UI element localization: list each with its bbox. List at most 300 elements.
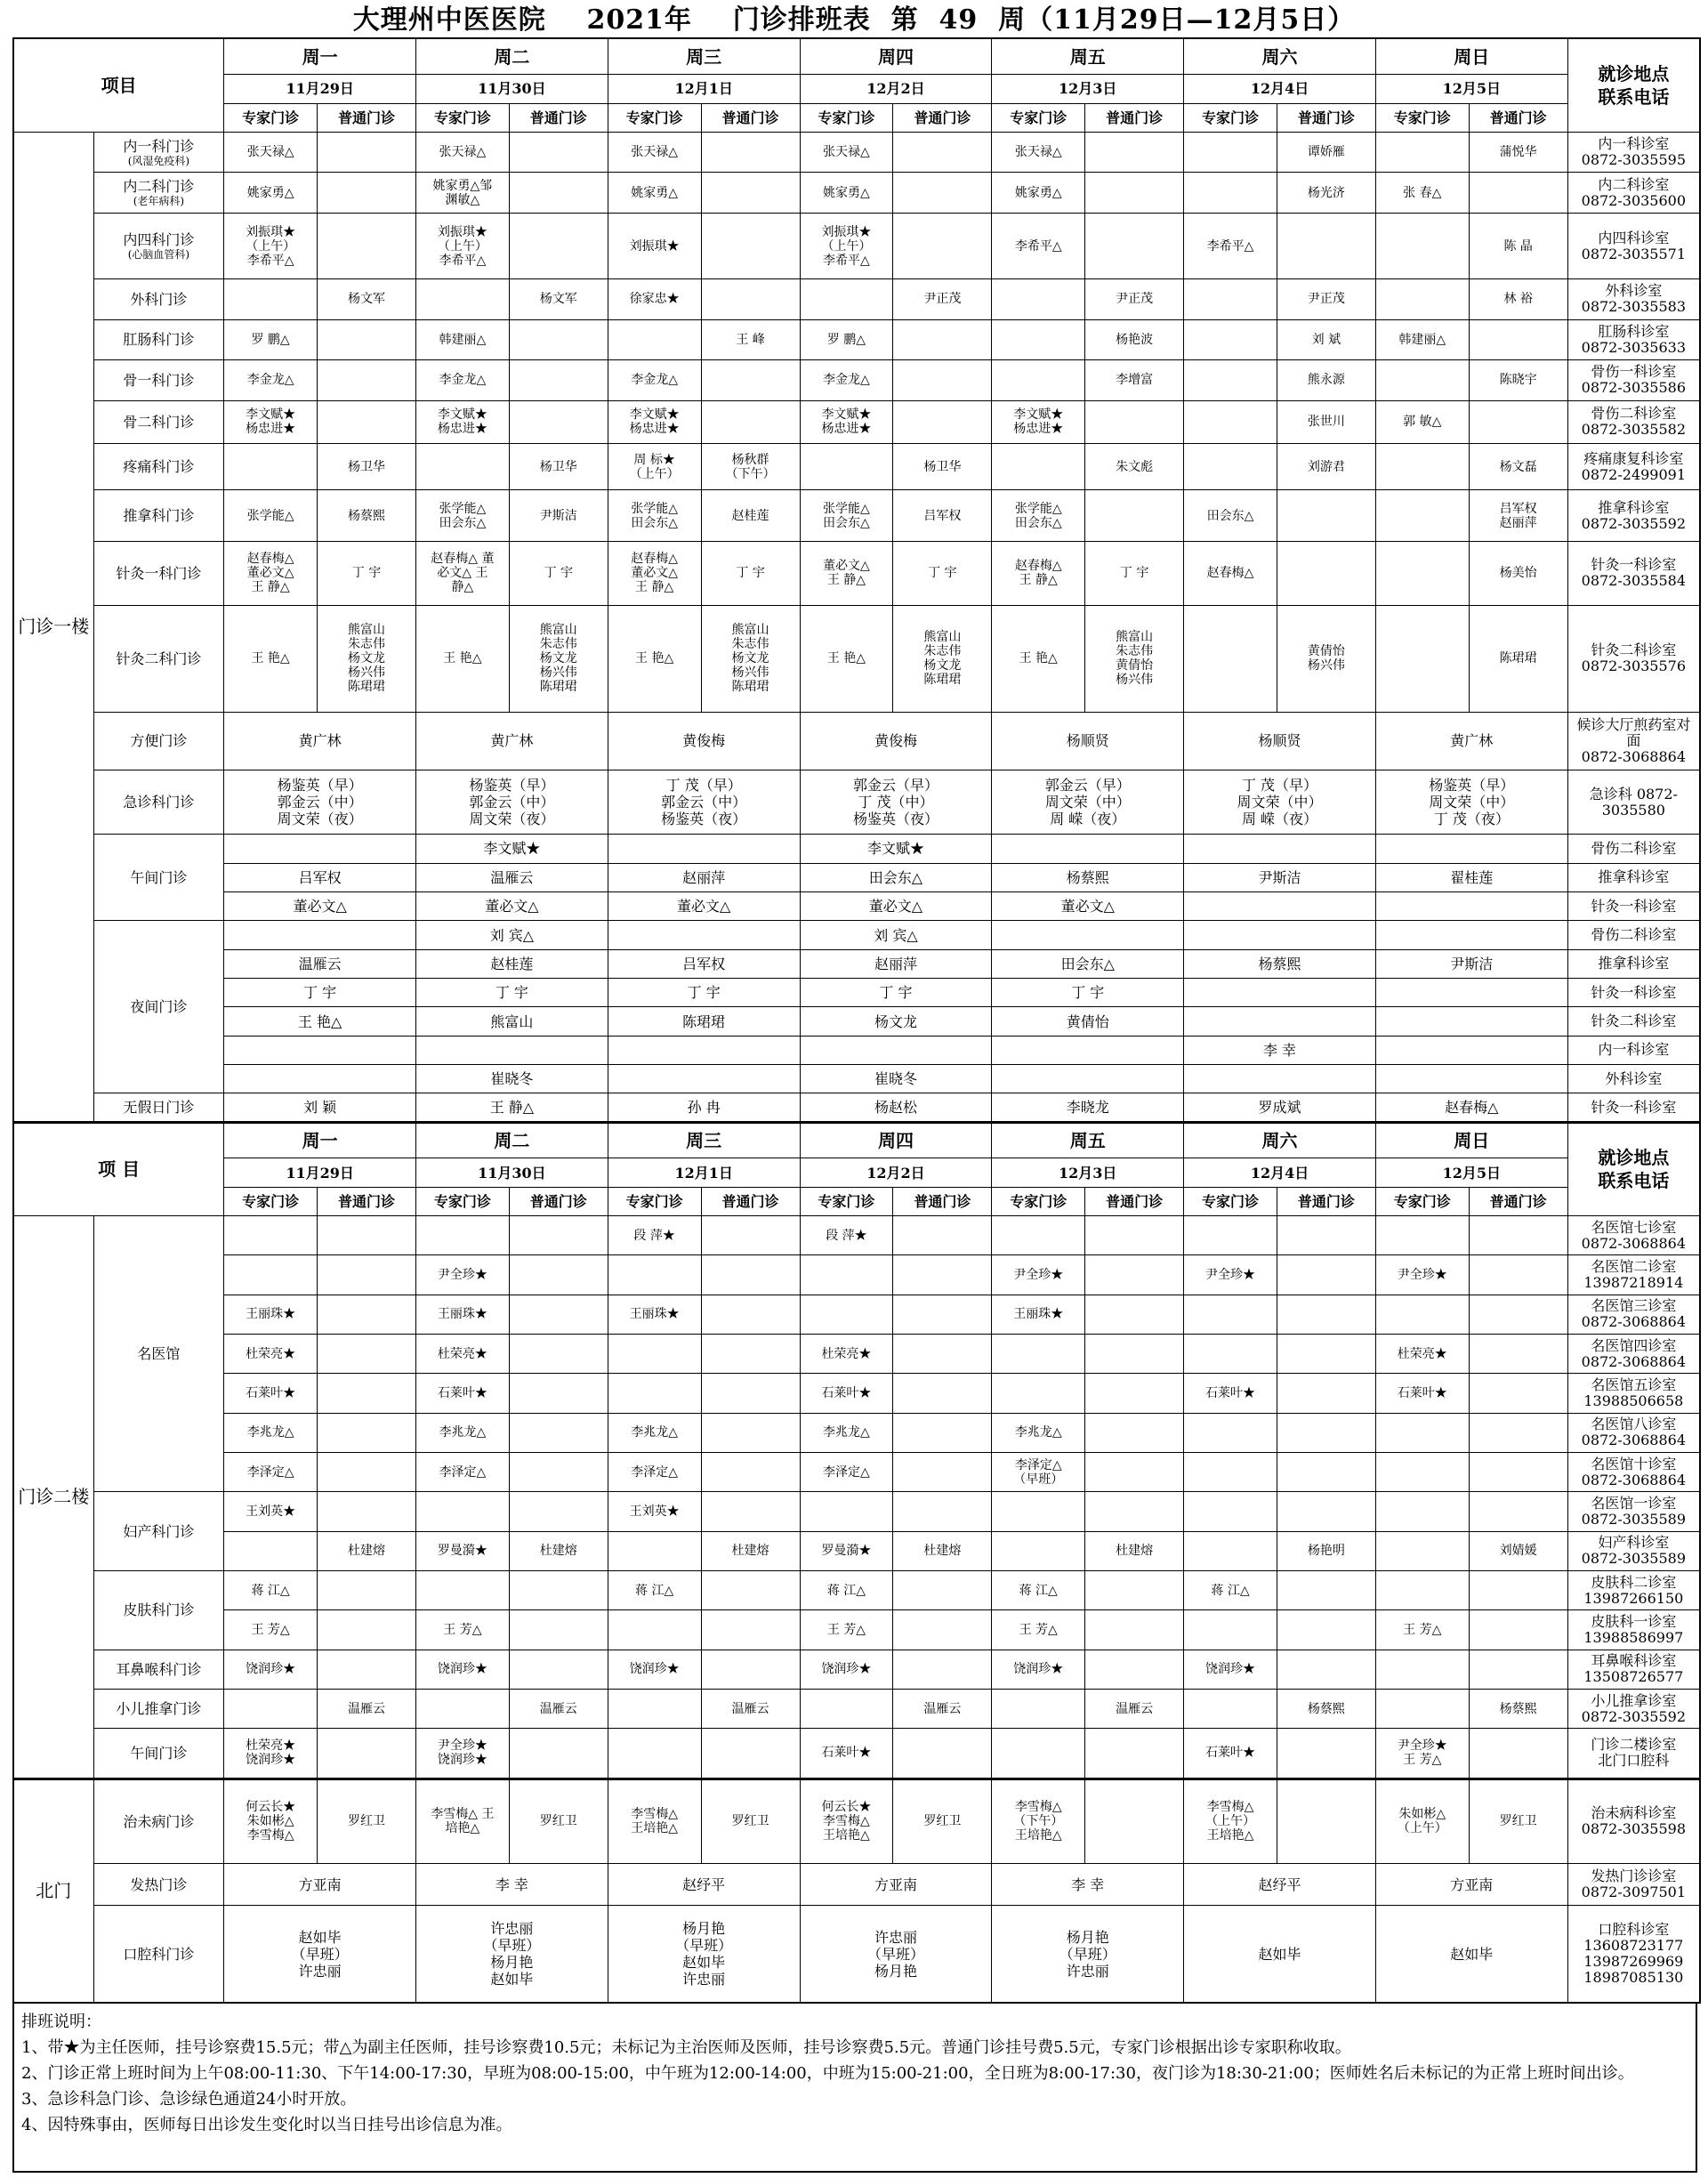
- general-clinic-cell: [893, 1374, 992, 1413]
- general-clinic-cell: [509, 173, 608, 214]
- expert-clinic-cell: 饶润珍★: [608, 1650, 701, 1689]
- general-clinic-cell: 熊富山 朱志伟 杨文龙 杨兴伟 陈珺珺: [701, 605, 800, 712]
- location-cell: 内四科诊室 0872-3035571: [1567, 213, 1700, 278]
- table-row: [13, 1255, 1700, 1295]
- general-clinic-cell: [1085, 173, 1184, 214]
- general-header: 普通门诊: [893, 1187, 992, 1215]
- table-row: [13, 1374, 1700, 1413]
- general-clinic-cell: [893, 1570, 992, 1609]
- general-clinic-cell: [1277, 1413, 1375, 1452]
- general-clinic-cell: [1469, 400, 1567, 443]
- department-label: [93, 1779, 224, 1864]
- expert-clinic-cell: [1184, 132, 1277, 173]
- general-clinic-cell: 陈晓宇: [1469, 360, 1567, 401]
- general-clinic-cell: [317, 213, 415, 278]
- expert-clinic-cell: 何云长★ 朱如彬△ 李雪梅△: [224, 1779, 318, 1864]
- expert-clinic-cell: 张 春△: [1375, 173, 1469, 214]
- expert-clinic-cell: [992, 1531, 1085, 1570]
- department-name: 疼痛科门诊: [123, 458, 195, 475]
- expert-clinic-cell: [224, 1255, 318, 1295]
- general-clinic-cell: 熊富山 朱志伟 黄倩怡 杨兴伟: [1085, 605, 1184, 712]
- location-cell: 内一科诊室 0872-3035595: [1567, 132, 1700, 173]
- item-header: 项 目: [13, 1122, 224, 1215]
- general-clinic-cell: [1469, 1492, 1567, 1531]
- general-clinic-cell: 谭娇雁: [1277, 132, 1375, 173]
- general-clinic-cell: [1085, 1492, 1184, 1531]
- expert-clinic-cell: 尹全珍★: [1375, 1255, 1469, 1295]
- expert-clinic-cell: [992, 1729, 1085, 1779]
- day-cell: 王 静△: [416, 1093, 608, 1122]
- department-label: [93, 1906, 224, 2003]
- general-clinic-cell: [701, 1729, 800, 1779]
- location-cell: 皮肤科一诊室 13988586997: [1567, 1610, 1700, 1650]
- location-cell: 名医馆一诊室 0872-3035589: [1567, 1492, 1700, 1531]
- expert-clinic-cell: [1375, 1216, 1469, 1255]
- expert-header: 专家门诊: [992, 103, 1085, 132]
- note-item-2: 2、门诊正常上班时间为上午08:00-11:30、下午14:00-17:30，早班为08:00-15:00，中午班为12:00-14:00，中班为15:00-21:00，全日班为8:00-17:30，夜门诊为18:30-21:00；医师姓名后未标记的为正常上班时间出诊。: [21, 2064, 1634, 2083]
- department-label: [93, 360, 224, 401]
- expert-header: 专家门诊: [608, 1187, 701, 1215]
- general-header: 普通门诊: [1085, 1187, 1184, 1215]
- location-cell: 皮肤科二诊室 13987266150: [1567, 1570, 1700, 1609]
- expert-clinic-cell: 李雪梅△ 王 培艳△: [416, 1779, 510, 1864]
- expert-clinic-cell: 朱如彬△ （上午）: [1375, 1779, 1469, 1864]
- department-name: 内四科门诊: [123, 231, 195, 249]
- expert-clinic-cell: [800, 1492, 893, 1531]
- general-clinic-cell: [509, 1374, 608, 1413]
- day-cell: [1184, 835, 1376, 863]
- day-cell: [992, 835, 1184, 863]
- expert-clinic-cell: 姚家勇△邹 渊敏△: [416, 173, 510, 214]
- day-cell: 丁 茂（早） 郭金云（中） 杨鉴英（夜）: [608, 770, 800, 835]
- day-cell: [1184, 1065, 1376, 1093]
- day-cell: 郭金云（早） 丁 茂（中） 杨鉴英（夜）: [800, 770, 992, 835]
- expert-clinic-cell: 蒋 江△: [1184, 1570, 1277, 1609]
- weekday-header: 周一: [224, 38, 416, 75]
- expert-clinic-cell: 王 芳△: [800, 1610, 893, 1650]
- general-clinic-cell: [1469, 1255, 1567, 1295]
- general-clinic-cell: 温雁云: [701, 1689, 800, 1728]
- department-name: 内二科门诊: [123, 178, 195, 196]
- expert-clinic-cell: [224, 443, 318, 490]
- day-cell: 郭金云（早） 周文荣（中） 周 嵘（夜）: [992, 770, 1184, 835]
- general-clinic-cell: 杜建熔: [893, 1531, 992, 1570]
- general-header: 普通门诊: [1085, 103, 1184, 132]
- general-header: 普通门诊: [1277, 1187, 1375, 1215]
- department-label: [93, 213, 224, 278]
- weekday-header: 周六: [1184, 1122, 1376, 1158]
- day-cell: [1184, 891, 1376, 920]
- general-header: 普通门诊: [1469, 1187, 1567, 1215]
- expert-clinic-cell: 王 艳△: [416, 605, 510, 712]
- day-cell: [1375, 979, 1567, 1007]
- expert-clinic-cell: 王丽珠★: [608, 1295, 701, 1334]
- general-clinic-cell: [893, 319, 992, 360]
- general-clinic-cell: 刘 斌: [1277, 319, 1375, 360]
- expert-clinic-cell: 王 艳△: [608, 605, 701, 712]
- expert-clinic-cell: 姚家勇△: [224, 173, 318, 214]
- day-cell: 翟桂莲: [1375, 863, 1567, 891]
- general-clinic-cell: 丁 宇: [701, 541, 800, 605]
- table-row: [13, 1570, 1700, 1609]
- day-cell: 杨顺贤: [1184, 712, 1376, 770]
- expert-clinic-cell: 刘振琪★ （上午） 李希平△: [800, 213, 893, 278]
- general-clinic-cell: [1277, 1729, 1375, 1779]
- department-name: 骨一科门诊: [123, 371, 195, 389]
- general-header: 普通门诊: [509, 1187, 608, 1215]
- general-clinic-cell: 杨卫华: [317, 443, 415, 490]
- general-clinic-cell: [1277, 213, 1375, 278]
- general-clinic-cell: [509, 1255, 608, 1295]
- department-subname: (老年病科): [133, 195, 185, 208]
- general-clinic-cell: [509, 1729, 608, 1779]
- expert-clinic-cell: 李金龙△: [800, 360, 893, 401]
- expert-clinic-cell: 刘振琪★ （上午） 李希平△: [224, 213, 318, 278]
- general-clinic-cell: 熊永源: [1277, 360, 1375, 401]
- table-row: [13, 1864, 1700, 1906]
- weekday-header: 周六: [1184, 38, 1376, 75]
- expert-clinic-cell: 王 芳△: [224, 1610, 318, 1650]
- expert-header: 专家门诊: [1375, 1187, 1469, 1215]
- date-header: 12月5日: [1375, 1158, 1567, 1187]
- general-clinic-cell: [701, 1453, 800, 1492]
- general-clinic-cell: [893, 132, 992, 173]
- note-item-4: 4、因特殊事由，医师每日出诊发生变化时以当日挂号出诊信息为准。: [21, 2116, 512, 2134]
- general-clinic-cell: [893, 173, 992, 214]
- expert-clinic-cell: 张学能△ 田会东△: [608, 490, 701, 542]
- expert-clinic-cell: 张学能△ 田会东△: [416, 490, 510, 542]
- department-label: [93, 541, 224, 605]
- day-cell: [608, 1065, 800, 1093]
- expert-clinic-cell: [1184, 360, 1277, 401]
- general-clinic-cell: [1277, 1335, 1375, 1374]
- general-clinic-cell: [1469, 1374, 1567, 1413]
- expert-clinic-cell: 李雪梅△ （下午） 王培艳△: [992, 1779, 1085, 1864]
- table-row: [13, 1779, 1700, 1864]
- expert-clinic-cell: 蒋 江△: [224, 1570, 318, 1609]
- date-header: 11月30日: [416, 1158, 608, 1187]
- expert-clinic-cell: [1375, 1650, 1469, 1689]
- expert-clinic-cell: 杜荣亮★: [224, 1335, 318, 1374]
- location-cell: 针灸一科诊室: [1567, 891, 1700, 920]
- table-row: [13, 1650, 1700, 1689]
- date-header: 11月29日: [224, 1158, 416, 1187]
- expert-clinic-cell: 石莱叶★: [1375, 1374, 1469, 1413]
- general-clinic-cell: 杨文军: [317, 279, 415, 320]
- general-clinic-cell: [1085, 1610, 1184, 1650]
- expert-clinic-cell: 石莱叶★: [800, 1729, 893, 1779]
- department-name: 针灸一科门诊: [116, 564, 202, 582]
- table-row: [13, 712, 1700, 770]
- general-clinic-cell: 尹正茂: [1277, 279, 1375, 320]
- expert-clinic-cell: 张天禄△: [608, 132, 701, 173]
- table-row: [13, 979, 1700, 1007]
- expert-clinic-cell: 赵春梅△ 董必文△ 王 静△: [608, 541, 701, 605]
- general-clinic-cell: [893, 400, 992, 443]
- expert-clinic-cell: [1184, 605, 1277, 712]
- general-clinic-cell: [1469, 319, 1567, 360]
- expert-clinic-cell: [224, 1216, 318, 1255]
- general-clinic-cell: [893, 1650, 992, 1689]
- general-clinic-cell: [1085, 1453, 1184, 1492]
- day-cell: 温雁云: [416, 863, 608, 891]
- day-cell: 许忠丽 （早班） 杨月艳 赵如毕: [416, 1906, 608, 2003]
- general-clinic-cell: 杨文磊: [1469, 443, 1567, 490]
- expert-clinic-cell: [608, 1531, 701, 1570]
- expert-clinic-cell: 杜荣亮★: [1375, 1335, 1469, 1374]
- general-clinic-cell: [701, 173, 800, 214]
- item-header: 项目: [13, 38, 224, 132]
- general-clinic-cell: [701, 1374, 800, 1413]
- day-cell: 赵丽萍: [608, 863, 800, 891]
- expert-clinic-cell: 尹全珍★: [992, 1255, 1085, 1295]
- department-label: [93, 490, 224, 542]
- day-cell: 杨鉴英（早） 郭金云（中） 周文荣（夜）: [416, 770, 608, 835]
- expert-clinic-cell: [992, 360, 1085, 401]
- expert-clinic-cell: [416, 279, 510, 320]
- expert-clinic-cell: [1184, 1413, 1277, 1452]
- weekday-header: 周五: [992, 1122, 1184, 1158]
- expert-clinic-cell: [1184, 1453, 1277, 1492]
- general-clinic-cell: 朱文彪: [1085, 443, 1184, 490]
- day-cell: 赵春梅△: [1375, 1093, 1567, 1122]
- general-clinic-cell: [1085, 1570, 1184, 1609]
- expert-clinic-cell: 李金龙△: [224, 360, 318, 401]
- general-clinic-cell: 罗红卫: [701, 1779, 800, 1864]
- general-clinic-cell: 温雁云: [509, 1689, 608, 1728]
- general-clinic-cell: [701, 1216, 800, 1255]
- page-title: 大理州中医医院 2021年 门诊排班表 第 49 周（11月29日—12月5日）: [352, 4, 1356, 36]
- expert-clinic-cell: 李兆龙△: [992, 1413, 1085, 1452]
- expert-header: 专家门诊: [800, 1187, 893, 1215]
- general-clinic-cell: 温雁云: [317, 1689, 415, 1728]
- day-cell: 刘 宾△: [416, 921, 608, 949]
- date-header: 12月5日: [1375, 75, 1567, 103]
- general-clinic-cell: [893, 1492, 992, 1531]
- day-cell: 熊富山: [416, 1007, 608, 1036]
- general-clinic-cell: 罗红卫: [509, 1779, 608, 1864]
- day-cell: 赵如毕: [1375, 1906, 1567, 2003]
- day-cell: 李 幸: [1184, 1036, 1376, 1064]
- table-row: [13, 921, 1700, 949]
- expert-clinic-cell: 张天禄△: [416, 132, 510, 173]
- department-name: 无假日门诊: [123, 1099, 195, 1117]
- department-label: [93, 605, 224, 712]
- expert-header: 专家门诊: [1375, 103, 1469, 132]
- expert-clinic-cell: 李文赋★ 杨忠进★: [608, 400, 701, 443]
- expert-header: 专家门诊: [1184, 103, 1277, 132]
- day-cell: 杨文龙: [800, 1007, 992, 1036]
- table-row: [13, 1007, 1700, 1036]
- day-cell: 杨月艳 （早班） 赵如毕 许忠丽: [608, 1906, 800, 2003]
- general-clinic-cell: [1277, 541, 1375, 605]
- department-subname: (心脑血管科): [127, 248, 190, 262]
- expert-clinic-cell: 李希平△: [1184, 213, 1277, 278]
- general-clinic-cell: 丁 宇: [893, 541, 992, 605]
- general-clinic-cell: 罗红卫: [1469, 1779, 1567, 1864]
- location-cell: 外科诊室 0872-3035583: [1567, 279, 1700, 320]
- department-label: [93, 443, 224, 490]
- expert-clinic-cell: [800, 1255, 893, 1295]
- expert-clinic-cell: [416, 1570, 510, 1609]
- general-clinic-cell: 杨艳波: [1085, 319, 1184, 360]
- general-clinic-cell: 杨卫华: [509, 443, 608, 490]
- department-label: [93, 1492, 224, 1571]
- expert-clinic-cell: [608, 1610, 701, 1650]
- floor-label: 门诊一楼: [13, 132, 93, 1122]
- expert-clinic-cell: 刘振琪★ （上午） 李希平△: [416, 213, 510, 278]
- table-row: [13, 1295, 1700, 1334]
- general-clinic-cell: 杨光济: [1277, 173, 1375, 214]
- expert-clinic-cell: 罗 鹏△: [800, 319, 893, 360]
- expert-clinic-cell: 王刘英★: [224, 1492, 318, 1531]
- general-clinic-cell: [701, 1335, 800, 1374]
- date-header: 12月1日: [608, 1158, 800, 1187]
- department-label: [93, 173, 224, 214]
- department-name: 内一科门诊: [123, 137, 195, 155]
- day-cell: 丁 宇: [992, 979, 1184, 1007]
- expert-clinic-cell: 石莱叶★: [800, 1374, 893, 1413]
- general-clinic-cell: [701, 400, 800, 443]
- expert-clinic-cell: 姚家勇△: [800, 173, 893, 214]
- general-clinic-cell: [317, 1650, 415, 1689]
- general-clinic-cell: [1277, 1295, 1375, 1334]
- expert-clinic-cell: [608, 1255, 701, 1295]
- general-clinic-cell: 杨蔡熙: [317, 490, 415, 542]
- date-header: 12月1日: [608, 75, 800, 103]
- table-row: [13, 891, 1700, 920]
- table-row: [13, 863, 1700, 891]
- expert-clinic-cell: [416, 443, 510, 490]
- expert-clinic-cell: 韩建丽△: [416, 319, 510, 360]
- general-clinic-cell: [1085, 213, 1184, 278]
- expert-clinic-cell: 尹全珍★ 王 芳△: [1375, 1729, 1469, 1779]
- location-cell: 名医馆三诊室 0872-3068864: [1567, 1295, 1700, 1334]
- general-clinic-cell: [893, 1413, 992, 1452]
- expert-clinic-cell: [1184, 1492, 1277, 1531]
- location-cell: 外科诊室: [1567, 1065, 1700, 1093]
- general-clinic-cell: [1277, 490, 1375, 542]
- general-clinic-cell: [509, 213, 608, 278]
- expert-clinic-cell: [992, 279, 1085, 320]
- general-clinic-cell: 罗红卫: [893, 1779, 992, 1864]
- general-clinic-cell: [1085, 1335, 1184, 1374]
- expert-clinic-cell: [1184, 1610, 1277, 1650]
- general-clinic-cell: 蒲悦华: [1469, 132, 1567, 173]
- expert-clinic-cell: 李文赋★ 杨忠进★: [416, 400, 510, 443]
- general-clinic-cell: [317, 400, 415, 443]
- expert-clinic-cell: 姚家勇△: [992, 173, 1085, 214]
- general-clinic-cell: [701, 1492, 800, 1531]
- expert-clinic-cell: 王刘英★: [608, 1492, 701, 1531]
- expert-clinic-cell: 王 艳△: [224, 605, 318, 712]
- table-row: [13, 1335, 1700, 1374]
- department-label: [93, 1570, 224, 1650]
- expert-clinic-cell: [608, 1689, 701, 1728]
- general-clinic-cell: [1085, 1779, 1184, 1864]
- department-name: 针灸二科门诊: [116, 649, 202, 667]
- department-label: [93, 712, 224, 770]
- expert-clinic-cell: [992, 443, 1085, 490]
- department-name: 小儿推拿门诊: [116, 1700, 202, 1718]
- day-cell: [1375, 1065, 1567, 1093]
- general-clinic-cell: [1277, 1650, 1375, 1689]
- expert-clinic-cell: 王 艳△: [800, 605, 893, 712]
- expert-clinic-cell: 赵春梅△ 董 必文△ 王 静△: [416, 541, 510, 605]
- location-cell: 骨伤二科诊室 0872-3035582: [1567, 400, 1700, 443]
- general-clinic-cell: [701, 360, 800, 401]
- general-clinic-cell: [893, 1453, 992, 1492]
- general-header: 普通门诊: [893, 103, 992, 132]
- date-header: 12月4日: [1184, 1158, 1376, 1187]
- expert-clinic-cell: 饶润珍★: [992, 1650, 1085, 1689]
- expert-clinic-cell: 郭 敏△: [1375, 400, 1469, 443]
- day-cell: 许忠丽 （早班） 杨月艳: [800, 1906, 992, 2003]
- department-name: 皮肤科门诊: [123, 1601, 195, 1619]
- table-row: [13, 1531, 1700, 1570]
- location-cell: 针灸一科诊室: [1567, 979, 1700, 1007]
- general-clinic-cell: [893, 1255, 992, 1295]
- location-cell: 名医馆二诊室 13987218914: [1567, 1255, 1700, 1295]
- day-cell: 王 艳△: [224, 1007, 416, 1036]
- table-row: [13, 1413, 1700, 1452]
- day-cell: [992, 1036, 1184, 1064]
- general-clinic-cell: [317, 1729, 415, 1779]
- expert-clinic-cell: 王 芳△: [1375, 1610, 1469, 1650]
- day-cell: 丁 茂（早） 周文荣（中） 周 嵘（夜）: [1184, 770, 1376, 835]
- general-clinic-cell: 陈珺珺: [1469, 605, 1567, 712]
- expert-clinic-cell: [1375, 1531, 1469, 1570]
- day-cell: [1184, 979, 1376, 1007]
- day-cell: 田会东△: [992, 949, 1184, 978]
- general-header: 普通门诊: [317, 1187, 415, 1215]
- general-clinic-cell: [509, 1453, 608, 1492]
- expert-clinic-cell: 张天禄△: [224, 132, 318, 173]
- general-clinic-cell: 赵桂莲: [701, 490, 800, 542]
- general-clinic-cell: [509, 1335, 608, 1374]
- table-row: [13, 770, 1700, 835]
- department-label: [93, 132, 224, 173]
- expert-clinic-cell: 李泽定△ （早班）: [992, 1453, 1085, 1492]
- general-clinic-cell: [1469, 1216, 1567, 1255]
- day-cell: 方亚南: [800, 1864, 992, 1906]
- department-name: 推拿科门诊: [123, 507, 195, 525]
- expert-clinic-cell: 刘振琪★: [608, 213, 701, 278]
- department-label: [93, 279, 224, 320]
- location-cell: 骨伤一科诊室 0872-3035586: [1567, 360, 1700, 401]
- general-header: 普通门诊: [1469, 103, 1567, 132]
- weekday-header: 周五: [992, 38, 1184, 75]
- day-cell: 尹斯洁: [1184, 863, 1376, 891]
- expert-clinic-cell: [1375, 1295, 1469, 1334]
- day-cell: 刘 颖: [224, 1093, 416, 1122]
- expert-clinic-cell: 饶润珍★: [1184, 1650, 1277, 1689]
- department-label: [93, 1729, 224, 1779]
- day-cell: 吕军权: [224, 863, 416, 891]
- expert-clinic-cell: 韩建丽△: [1375, 319, 1469, 360]
- expert-clinic-cell: 石莱叶★: [416, 1374, 510, 1413]
- department-name: 肛肠科门诊: [123, 331, 195, 349]
- expert-clinic-cell: 李泽定△: [608, 1453, 701, 1492]
- general-clinic-cell: [317, 1255, 415, 1295]
- location-cell: 疼痛康复科诊室 0872-2499091: [1567, 443, 1700, 490]
- department-label: [93, 400, 224, 443]
- table-row: [13, 1453, 1700, 1492]
- day-cell: 黄广林: [1375, 712, 1567, 770]
- expert-clinic-cell: 蒋 江△: [992, 1570, 1085, 1609]
- table-row: [13, 1729, 1700, 1779]
- expert-clinic-cell: 罗曼漪★: [416, 1531, 510, 1570]
